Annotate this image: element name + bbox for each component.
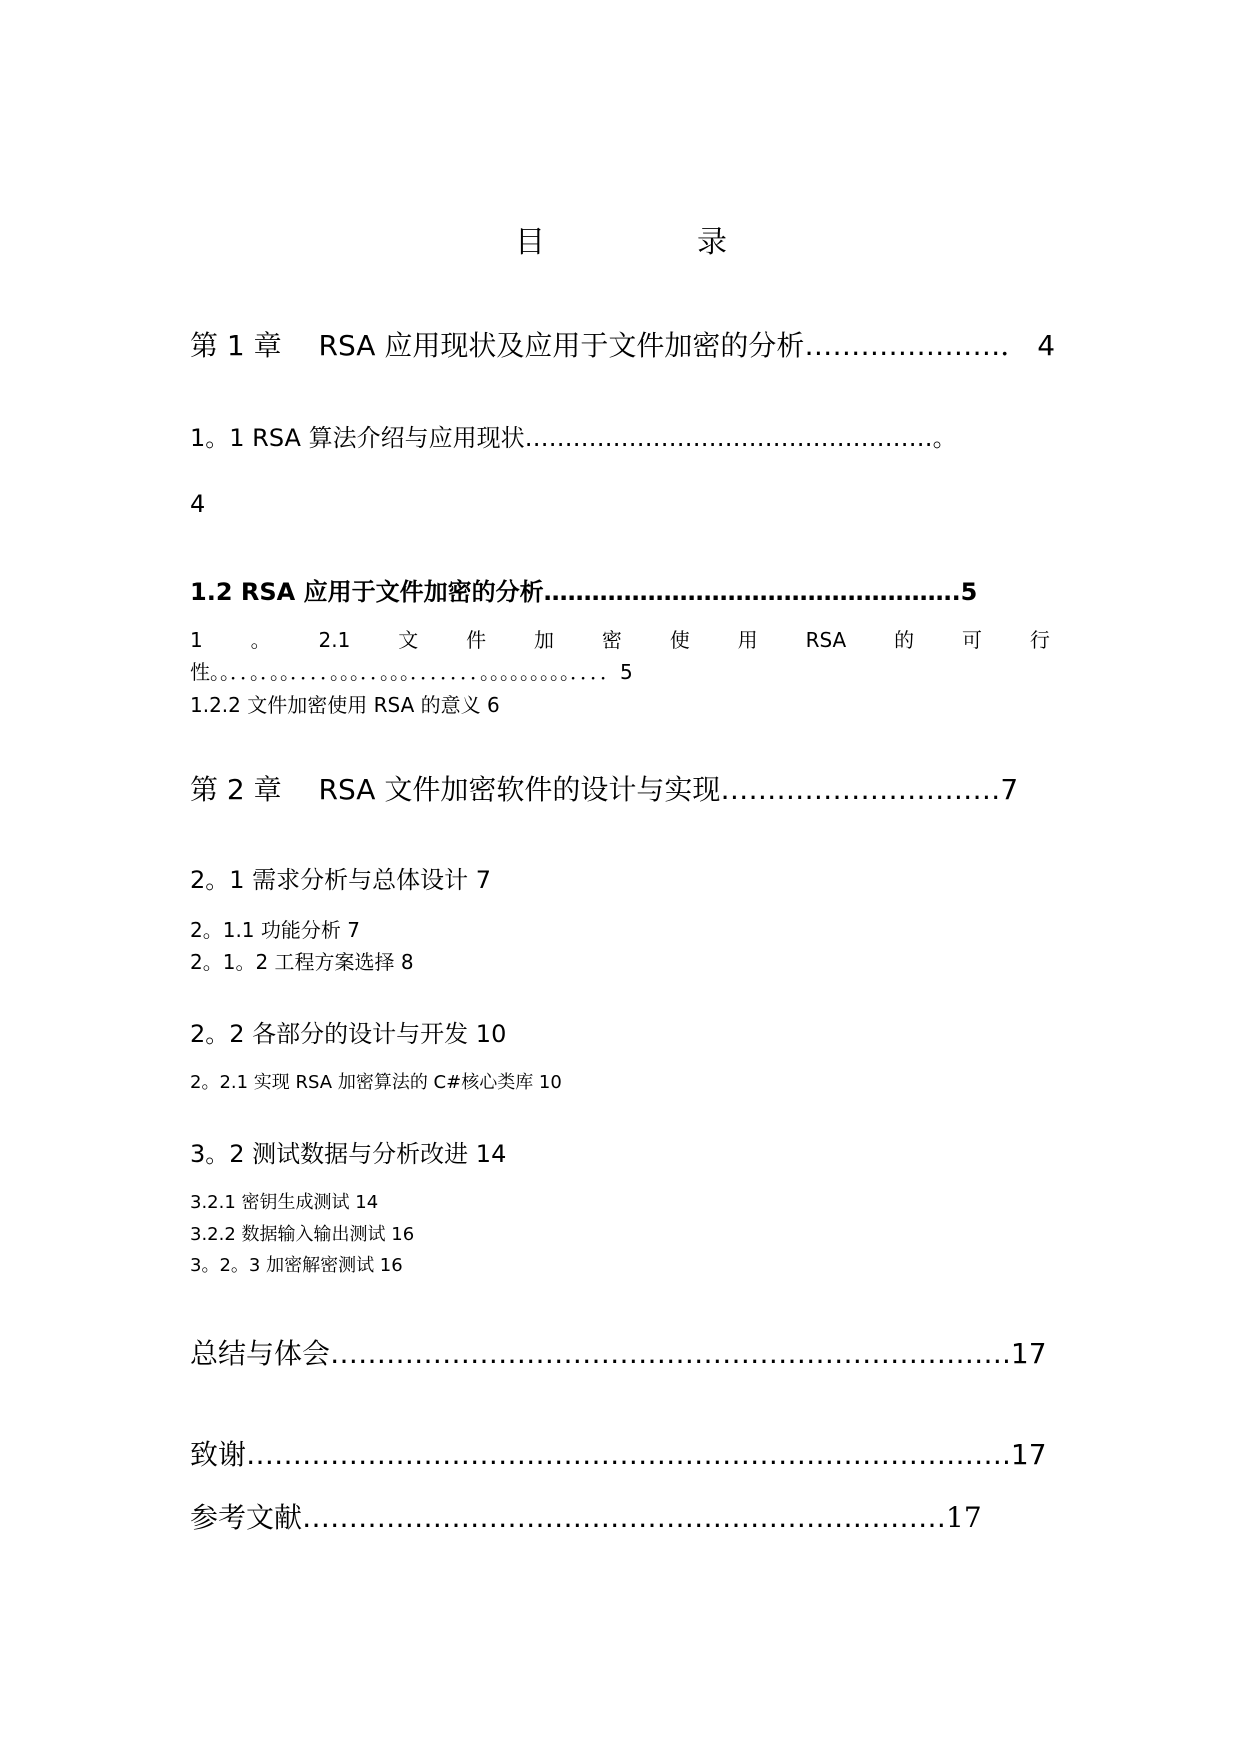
- toc-entry-3-2-3: 3。2。3 加密解密测试 16: [190, 1255, 403, 1276]
- toc-entry-2-1-2: 2。1。2 工程方案选择 8: [190, 950, 414, 974]
- toc-entry-1-2-2: 1.2.2 文件加密使用 RSA 的意义 6: [190, 693, 500, 717]
- toc-word: 2.1: [318, 628, 351, 652]
- toc-entry-1-2-1-line1: [190, 630, 1050, 650]
- toc-entry-2-1-1: 2。1.1 功能分析 7: [190, 918, 360, 942]
- toc-entry-chapter-2: 第 2 章 RSA 文件加密软件的设计与实现…………………………7: [190, 773, 1019, 806]
- toc-word: RSA: [805, 628, 847, 652]
- toc-entry-2-1: 2。1 需求分析与总体设计 7: [190, 866, 492, 894]
- toc-word: 1: [190, 628, 203, 652]
- toc-entry-3-2: 3。2 测试数据与分析改进 14: [190, 1140, 507, 1168]
- toc-entry-1-1: 1。1 RSA 算法介绍与应用现状……………………………………………。: [190, 424, 957, 452]
- toc-title-char-1: 目: [515, 225, 545, 260]
- toc-word: 可: [962, 628, 982, 652]
- toc-entry-references-page: 17: [946, 1501, 982, 1534]
- toc-word: 用: [737, 628, 758, 652]
- toc-word: 密: [601, 628, 622, 652]
- toc-word: 的: [894, 628, 915, 652]
- toc-entry-2-2-1: 2。2.1 实现 RSA 加密算法的 C#核心类库 10: [190, 1072, 562, 1093]
- toc-entry-references-leader: ……………………………………………………………: [302, 1501, 947, 1534]
- toc-word: 文: [398, 628, 419, 652]
- toc-entry-1-1-page: 4: [190, 490, 206, 518]
- toc-entry-references: [190, 1501, 982, 1534]
- toc-entry-1-2: 1.2 RSA 应用于文件加密的分析…………………………………………….5: [190, 578, 978, 606]
- toc-word: 加: [534, 628, 554, 652]
- toc-word: 行: [1029, 628, 1050, 652]
- toc-entry-2-2: 2。2 各部分的设计与开发 10: [190, 1020, 507, 1048]
- toc-entry-summary: 总结与体会……………………………………………………………….17: [190, 1337, 1047, 1370]
- toc-entry-chapter-1: 第 1 章 RSA 应用现状及应用于文件加密的分析…………………． 4: [190, 329, 1056, 362]
- toc-entry-1-2-1-line2: 性。。．．。．。。．．．．。。。．．。。。．．．．．．．。。。。。。。。。．．．．5: [190, 660, 633, 684]
- toc-word: 使: [669, 628, 690, 652]
- toc-title-char-2: 录: [697, 225, 727, 260]
- toc-entry-thanks: 致谢……………………………………………………………………….17: [190, 1438, 1047, 1471]
- toc-entry-3-2-2: 3.2.2 数据输入输出测试 16: [190, 1224, 415, 1245]
- toc-entry-references-label: 参考文献: [190, 1501, 303, 1534]
- toc-word: 件: [466, 628, 487, 652]
- toc-entry-3-2-1: 3.2.1 密钥生成测试 14: [190, 1192, 379, 1213]
- toc-word: 。: [250, 628, 271, 652]
